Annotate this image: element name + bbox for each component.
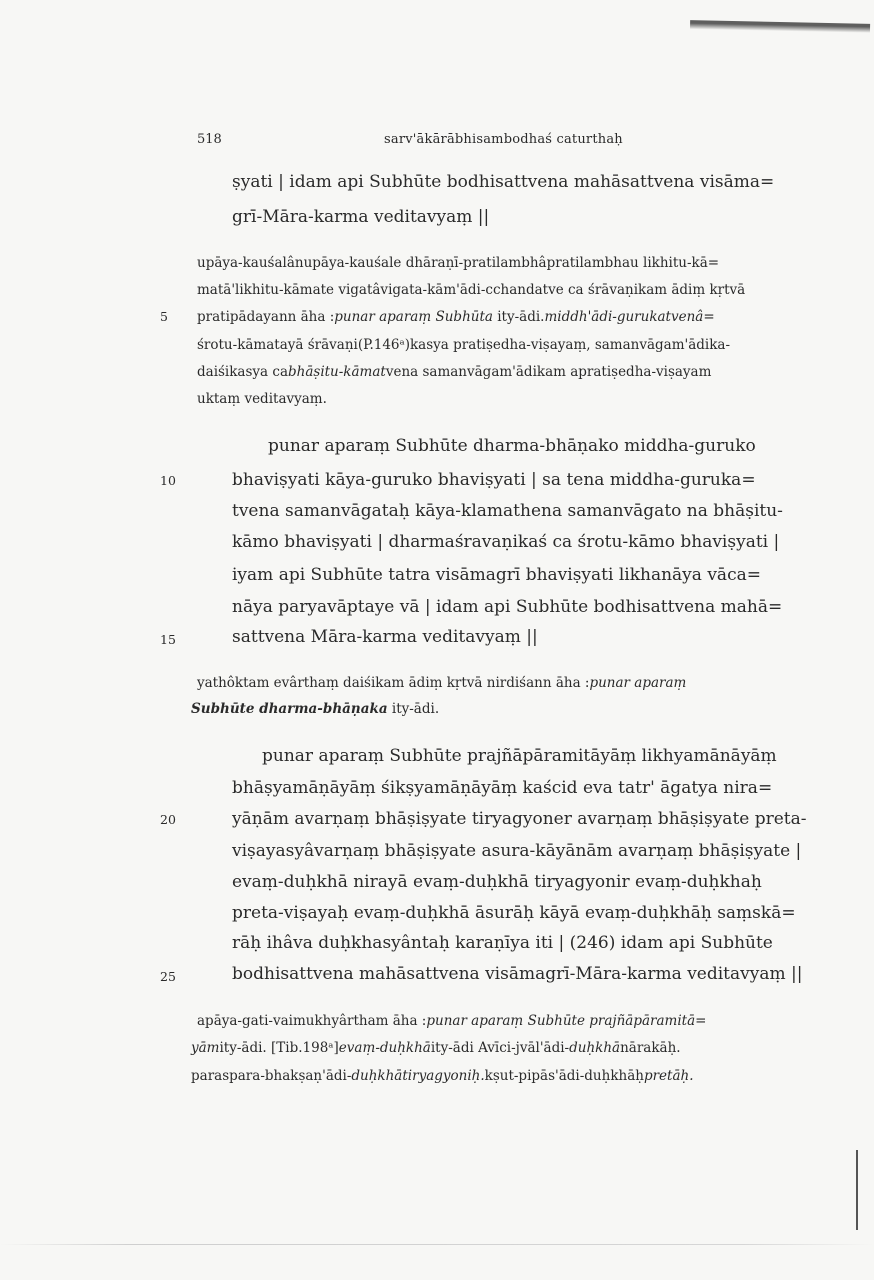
root-text-line: tvena samanvāgataḥ kāya-klamathena samanvāgato na bhāṣitu-: [232, 501, 783, 521]
root-text-line: bodhisattvena mahāsattvena visāmagrī-Māra-karma veditavyaṃ ||: [232, 964, 803, 984]
line-number: 20: [160, 812, 176, 827]
root-text-line: ṣyati | idam api Subhūte bodhisattvena mahāsattvena visāma=: [232, 172, 775, 192]
line-number: 10: [160, 473, 176, 488]
commentary-line: paraspara-bhakṣaṇ'ādi-duḥkhā tiryagyoniḥ. kṣut-pipās'ādi-duḥkhāḥ pretāḥ.: [191, 1068, 694, 1084]
page-number: 518: [197, 132, 222, 147]
running-title: sarv'ākārābhisambodhaś caturthaḥ: [384, 132, 623, 147]
commentary-line: Subhūte dharma-bhāṇaka ity-ādi.: [191, 701, 440, 717]
root-text-line: bhaviṣyati kāya-guruko bhaviṣyati | sa tena middha-guruka=: [232, 470, 756, 490]
root-text-line: punar aparaṃ Subhūte prajñāpāramitāyāṃ likhyamānāyāṃ: [262, 746, 777, 766]
root-text-line: sattvena Māra-karma veditavyaṃ ||: [232, 627, 538, 647]
commentary-line: matā'likhitu-kāmate vigatâvigata-kām'ādi-cchandatve ca śrāvaṇikam ādiṃ kṛtvā: [197, 282, 746, 298]
commentary-line: apāya-gati-vaimukhyârtham āha : punar aparaṃ Subhūte prajñāpāramitā=: [197, 1013, 707, 1029]
root-text-line: preta-viṣayaḥ evaṃ-duḥkhā āsurāḥ kāyā evaṃ-duḥkhāḥ saṃskā=: [232, 903, 796, 923]
scan-mark-right: [856, 1150, 858, 1230]
scan-edge-bottom: [0, 1244, 874, 1245]
root-text-line: evaṃ-duḥkhā nirayā evaṃ-duḥkhā tiryagyonir evaṃ-duḥkhaḥ: [232, 872, 762, 892]
commentary-line: śrotu-kāmatayā śrāvaṇi(P.146ᵃ)kasya pratiṣedha-viṣayaṃ, samanvāgam'ādika-: [197, 337, 731, 353]
root-text-line: nāya paryavāptaye vā | idam api Subhūte bodhisattvena mahā=: [232, 597, 783, 617]
commentary-line: pratipādayann āha : punar aparaṃ Subhūta ity-ādi. middh'ādi-gurukatvenâ=: [197, 309, 715, 325]
line-number: 5: [160, 309, 168, 324]
commentary-line: daiśikasya ca bhāṣitu-kāmatvena samanvāgam'ādikam apratiṣedha-viṣayam: [197, 364, 712, 380]
scan-shadow-top: [690, 20, 870, 38]
commentary-line: yām ity-ādi. [Tib.198ᵃ] evaṃ-duḥkhā ity-ādi Avīci-jvāl'ādi-duḥkhā nārakāḥ.: [191, 1040, 681, 1056]
root-text-line: punar aparaṃ Subhūte dharma-bhāṇako middha-guruko: [268, 436, 756, 456]
root-text-line: iyam api Subhūte tatra visāmagrī bhaviṣyati likhanāya vāca=: [232, 565, 761, 585]
root-text-line: grī-Māra-karma veditavyaṃ ||: [232, 207, 490, 227]
root-text-line: viṣayasyâvarṇaṃ bhāṣiṣyate asura-kāyānām avarṇaṃ bhāṣiṣyate |: [232, 841, 802, 861]
commentary-line: upāya-kauśalânupāya-kauśale dhāraṇī-pratilambhâpratilambhau likhitu-kā=: [197, 255, 720, 271]
root-text-line: bhāṣyamāṇāyāṃ śikṣyamāṇāyāṃ kaścid eva tatr' āgatya nira=: [232, 778, 773, 798]
commentary-line: yathôktam evârthaṃ daiśikam ādiṃ kṛtvā nirdiśann āha : punar aparaṃ: [197, 675, 687, 691]
commentary-line: uktaṃ veditavyaṃ.: [197, 391, 327, 407]
line-number: 25: [160, 969, 176, 984]
root-text-line: rāḥ ihâva duḥkhasyântaḥ karaṇīya iti | (246) idam api Subhūte: [232, 933, 773, 953]
root-text-line: yāṇām avarṇaṃ bhāṣiṣyate tiryagyoner avarṇaṃ bhāṣiṣyate preta-: [232, 809, 807, 829]
root-text-line: kāmo bhaviṣyati | dharmaśravaṇikaś ca śrotu-kāmo bhaviṣyati |: [232, 532, 780, 552]
line-number: 15: [160, 632, 176, 647]
